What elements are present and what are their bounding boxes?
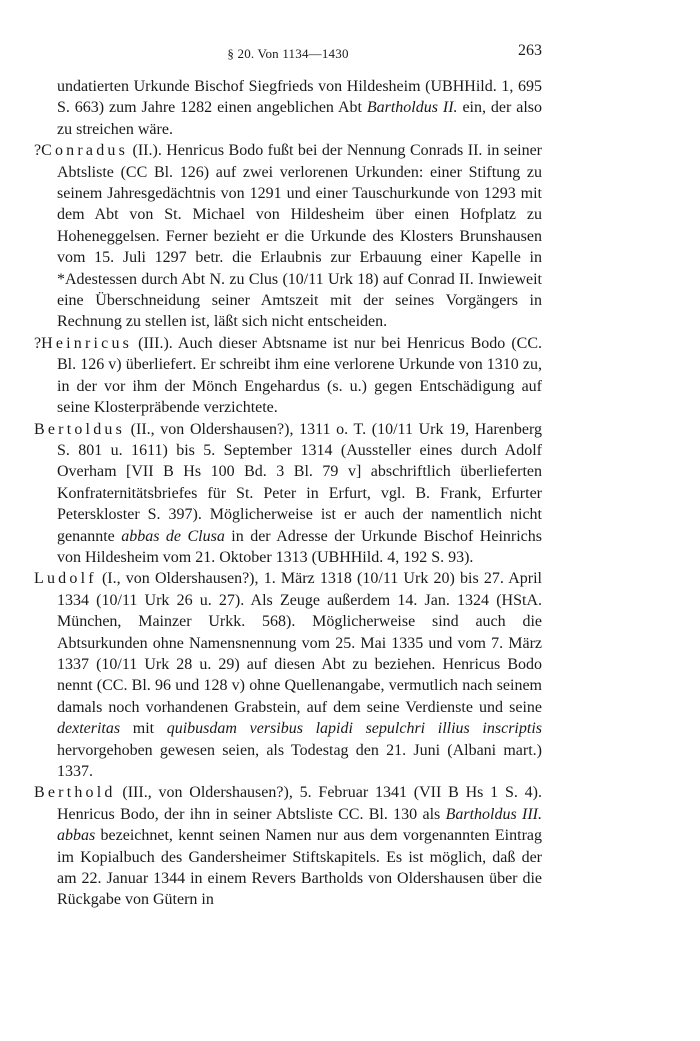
entry-text: (II., von Oldershausen?), 1311 o. T. (10/11 Urk 19, Harenberg S. 801 u. 1611) bis 5. September 1314 (Aussteller eines durch Adolf Overham [VII B Hs 100 Bd. 3 Bl. 79 v] abschriftlich überlieferten Konfraternitätsbriefes für St. Peter in Erfurt, vgl. B. Frank, Erfurter Peterskloster S. 397). Möglicherweise ist er auch der namentlich nicht genannte [57, 420, 542, 545]
abbot-entry [34, 419, 542, 569]
entry-text: (III.). Auch dieser Abtsname ist nur bei Henricus Bodo (CC. Bl. 126 v) überliefert. Er schreibt ihm eine verlorene Urkunde von 1310 zu, in der vor ihm der Mönch Engehardus (s. u.) gegen Entschädigung auf seine Klosterpräbende verzichtete. [57, 334, 542, 417]
running-head [34, 40, 542, 68]
entry-text: (I., von Oldershausen?), 1. März 1318 (10/11 Urk 20) bis 27. April 1334 (10/11 Urk 26 u. 27). Als Zeuge außerdem 14. Jan. 1324 (HStA. München, Mainzer Urkk. 568). Möglicherweise sind auch die Abtsurkunden ohne Namensnennung vom 25. Mai 1335 und vom 7. März 1337 (10/11 Urk 28 u. 29) auf diesen Abt zu beziehen. Henricus Bodo nennt (CC. Bl. 96 und 128 v) ohne Quellenangabe, vermutlich nach seinem damals noch vorhandenen Grabstein, auf dem seine Verdienste und seine [57, 570, 542, 716]
abbot-entry [34, 568, 542, 782]
italic-text: Bartholdus III. abbas [57, 805, 542, 845]
italic-text: quibusdam versibus lapidi sepulchri illius inscriptis [166, 720, 542, 738]
entry-text: (III., von Oldershausen?), 5. Februar 1341 (VII B Hs 1 S. 4). Henricus Bodo, der ihn in seiner Abtsliste CC. Bl. 130 als [57, 784, 542, 823]
document-page [34, 40, 542, 911]
abbot-entry [34, 140, 542, 333]
entry-text: ? [34, 142, 42, 160]
abbot-name: Berthold [34, 784, 116, 802]
abbot-name: Ludolf [34, 570, 97, 588]
entry-text: hervorgehoben gewesen seien, als Todestag den 21. Juni (Albani mart.) 1337. [57, 741, 542, 780]
abbot-name: Conradus [41, 142, 129, 160]
italic-text: dexteritas [57, 720, 121, 738]
entry-text: in der Adresse der Urkunde Bischof Heinrichs von Hildesheim vom 21. Oktober 1313 (UBHHild. 4, 192 S. 93). [57, 527, 543, 566]
italic-text: Bartholdus II. [366, 99, 458, 117]
abbot-entry [34, 782, 542, 910]
entry-text: undatierten Urkunde Bischof Siegfrieds von Hildesheim (UBHHild. 1, 695 S. 663) zum Jahre 1282 einen angeblichen Abt [57, 78, 542, 117]
continued-paragraph [34, 76, 542, 140]
document-body [34, 76, 542, 911]
page-number: 263 [518, 42, 542, 59]
entry-text: bezeichnet, kennt seinen Namen nur aus dem vorgenannten Eintrag im Kopialbuch des Gandersheimer Stiftskapitels. Es ist möglich, daß der am 22. Januar 1344 in einem Revers Bartholds von Oldershausen über die Rückgabe von Gütern in [57, 827, 542, 909]
entry-text: ? [34, 334, 42, 352]
italic-text: abbas de Clusa [121, 527, 225, 545]
entry-text: (II.). Henricus Bodo fußt bei der Nennung Conrads II. in seiner Abtsliste (CC Bl. 126) auf zwei verlorenen Urkunden: einer Stiftung zu seinem Jahresgedächtnis von 1291 und einer Tauschurkunde von 1293 mit dem Abt von St. Michael von Hildesheim über einen Hofplatz zu Hoheneggelsen. Ferner bezieht er die Urkunde des Klosters Brunshausen vom 15. Juli 1297 betr. die Erlaubnis zur Erbauung einer Kapelle in *Adestessen durch Abt N. zu Clus (10/11 Urk 18) auf Conrad II. Inwieweit eine Überschneidung seiner Amtszeit mit der seines Vorgängers in Rechnung zu stellen ist, läßt sich nicht entscheiden. [57, 142, 542, 331]
abbot-entry [34, 333, 542, 419]
entry-text: mit [120, 720, 167, 738]
entry-text: ein, der also zu streichen wäre. [57, 99, 542, 138]
abbot-name: Heinricus [41, 334, 133, 352]
abbot-name: Bertoldus [34, 420, 126, 438]
running-title: § 20. Von 1134—1430 [227, 46, 349, 61]
